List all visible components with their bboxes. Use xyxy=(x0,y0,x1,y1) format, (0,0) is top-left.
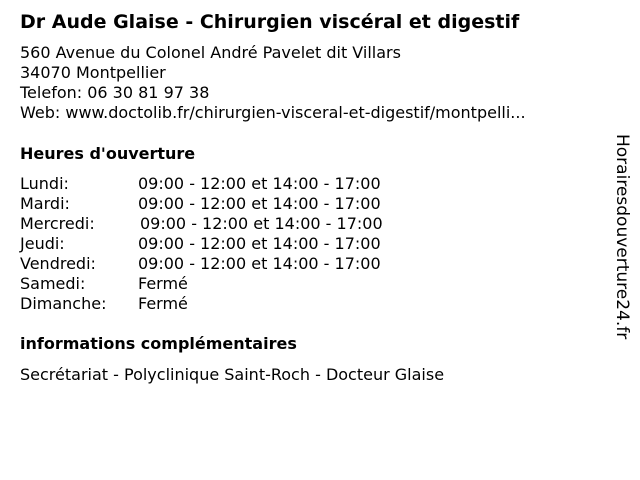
day-hours: 09:00 - 12:00 et 14:00 - 17:00 xyxy=(138,194,381,213)
day-hours: 09:00 - 12:00 et 14:00 - 17:00 xyxy=(138,174,381,193)
opening-hours-heading: Heures d'ouverture xyxy=(20,144,196,163)
additional-info-heading: informations complémentaires xyxy=(20,334,297,353)
website-link[interactable]: Web: www.doctolib.fr/chirurgien-visceral-et-digestif/montpelli... xyxy=(20,103,526,122)
day-label: Samedi: xyxy=(20,274,86,293)
day-hours: 09:00 - 12:00 et 14:00 - 17:00 xyxy=(138,254,381,273)
day-label: Mercredi: xyxy=(20,214,95,233)
day-label: Jeudi: xyxy=(20,234,65,253)
page-title: Dr Aude Glaise - Chirurgien viscéral et digestif xyxy=(20,11,520,33)
additional-info-text: Secrétariat - Polyclinique Saint-Roch - Docteur Glaise xyxy=(20,365,445,384)
day-label: Mardi: xyxy=(20,194,70,213)
day-label: Vendredi: xyxy=(20,254,96,273)
day-hours: Fermé xyxy=(138,274,188,293)
day-hours: 09:00 - 12:00 et 14:00 - 17:00 xyxy=(140,214,383,233)
phone-number[interactable]: Telefon: 06 30 81 97 38 xyxy=(20,83,210,102)
site-watermark xyxy=(612,134,632,344)
day-label: Dimanche: xyxy=(20,294,107,313)
address-city: 34070 Montpellier xyxy=(20,63,166,82)
day-label: Lundi: xyxy=(20,174,69,193)
day-hours: 09:00 - 12:00 et 14:00 - 17:00 xyxy=(138,234,381,253)
address-street: 560 Avenue du Colonel André Pavelet dit Villars xyxy=(20,43,401,62)
contact-block xyxy=(20,43,526,123)
watermark-text: Horairesdouverture24.fr xyxy=(612,134,632,340)
day-hours: Fermé xyxy=(138,294,188,313)
